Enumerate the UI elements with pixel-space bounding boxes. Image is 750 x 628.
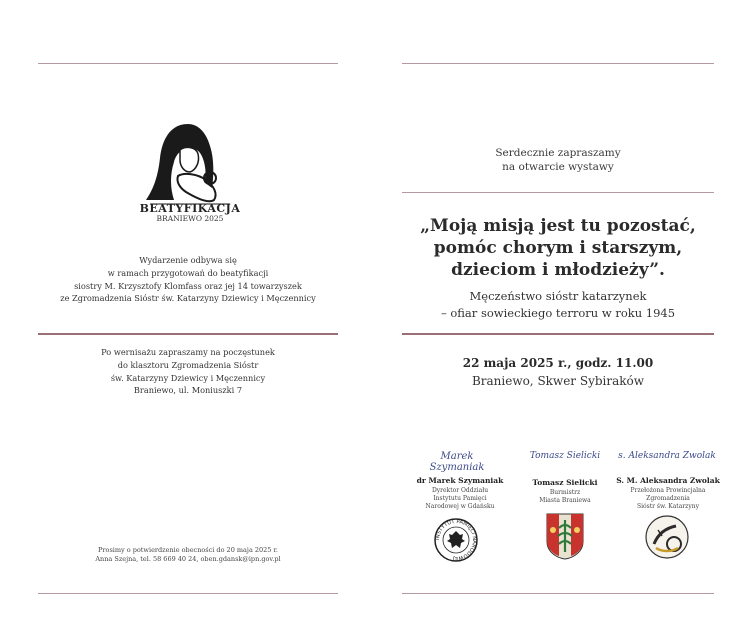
congregation-emblem-icon bbox=[644, 514, 690, 560]
signer-name: dr Marek Szymaniak bbox=[416, 476, 504, 485]
quote-top-rule bbox=[402, 192, 714, 193]
logo-title: BEATYFIKACJA bbox=[139, 202, 241, 215]
signature-szymaniak: Marek Szymaniak bbox=[429, 451, 485, 473]
signer-role: Przełożona Prowincjalna Zgromadzenia Sióstr św. Katarzyny bbox=[630, 487, 706, 510]
braniewo-coat-of-arms-icon bbox=[545, 512, 585, 560]
mid-rule-left bbox=[38, 333, 338, 335]
invite-line: Serdecznie zapraszamy bbox=[495, 147, 621, 159]
event-description bbox=[38, 254, 338, 305]
reception-line: Po wernisażu zapraszamy na poczęstunek bbox=[101, 347, 275, 357]
event-line: Wydarzenie odbywa się bbox=[139, 255, 237, 265]
quote-line: „Moją misją jest tu pozostać, bbox=[420, 216, 696, 236]
reception-info bbox=[38, 346, 338, 397]
signer-role: Burmistrz Miasta Braniewa bbox=[539, 489, 591, 504]
exhibition-title bbox=[402, 215, 714, 281]
top-rule-left bbox=[38, 63, 338, 64]
event-line: ze Zgromadzenia Sióstr św. Katarzyny Dziewicy i Męczennicy bbox=[60, 293, 316, 304]
subtitle-line: Męczeństwo sióstr katarzynek bbox=[469, 289, 647, 303]
bottom-rule-left bbox=[38, 593, 338, 594]
event-place: Braniewo, Skwer Sybiraków bbox=[471, 374, 645, 388]
signer-name: Tomasz Sielicki bbox=[532, 478, 598, 487]
rsvp-info bbox=[38, 546, 338, 564]
mid-rule-right bbox=[402, 333, 714, 335]
invite-line: na otwarcie wystawy bbox=[502, 161, 614, 173]
subtitle-line: – ofiar sowieckiego terroru w roku 1945 bbox=[440, 306, 676, 320]
logo-subtitle: BRANIEWO 2025 bbox=[156, 214, 224, 223]
bottom-rule-right bbox=[402, 593, 714, 594]
exhibition-subtitle bbox=[402, 288, 714, 322]
quote-line: pomóc chorym i starszym, bbox=[433, 238, 683, 258]
event-date: 22 maja 2025 r., godz. 11.00 bbox=[462, 356, 654, 370]
rsvp-line: Anna Szejna, tel. 58 669 40 24, oben.gdansk@ipn.gov.pl bbox=[95, 555, 281, 563]
signer-role: Dyrektor Oddziału Instytutu Pamięci Narodowej w Gdańsku bbox=[425, 487, 495, 510]
rsvp-line: Prosimy o potwierdzenie obecności do 20 maja 2025 r. bbox=[98, 546, 278, 554]
ipn-seal-icon bbox=[433, 517, 479, 563]
reception-line: do klasztoru Zgromadzenia Sióstr bbox=[117, 359, 259, 370]
reception-line: św. Katarzyny Dziewicy i Męczennicy bbox=[110, 372, 266, 383]
invitation-text bbox=[402, 146, 714, 174]
quote-line: dzieciom i młodzieży”. bbox=[451, 260, 665, 280]
svg-text:INSTYTUT PAMIĘCI NARODOWEJ: INSTYTUT PAMIĘCI NARODOWEJ bbox=[434, 518, 478, 562]
signature-sielicki: Tomasz Sielicki bbox=[529, 451, 601, 461]
signer-name: S. M. Aleksandra Zwolak bbox=[616, 476, 720, 485]
top-rule-right bbox=[402, 63, 714, 64]
reception-line: Braniewo, ul. Moniuszki 7 bbox=[133, 385, 243, 396]
event-line: w ramach przygotowań do beatyfikacji bbox=[107, 267, 269, 278]
signature-zwolak: s. Aleksandra Zwolak bbox=[618, 451, 716, 461]
event-line: siostry M. Krzysztofy Klomfass oraz jej 14 towarzyszek bbox=[74, 280, 302, 291]
